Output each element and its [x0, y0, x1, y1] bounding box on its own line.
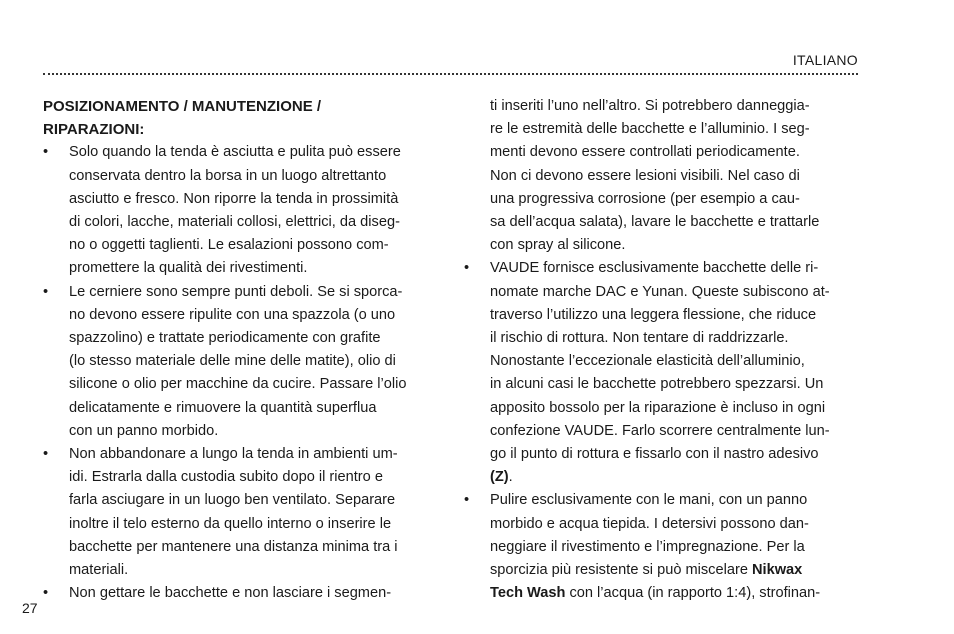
text-line: menti devono essere controllati periodicamente.: [490, 144, 800, 161]
list-item: [43, 582, 438, 605]
text-line: inoltre il telo esterno da quello interno o inserire le: [69, 515, 392, 532]
text-line: re le estremità delle bacchette e l’alluminio. I seg-: [490, 121, 810, 138]
right-column: [464, 95, 861, 605]
text-line: Nonostante l’eccezionale elasticità dell’alluminio,: [490, 353, 805, 370]
text-line: no devono essere ripulite con una spazzola (o uno: [69, 306, 396, 323]
text-line: con un panno morbido.: [69, 422, 219, 439]
list-item: [464, 257, 861, 489]
text-line: di colori, lacche, materiali collosi, elettrici, da diseg-: [69, 214, 400, 231]
text-line: in alcuni casi le bacchette potrebbero spezzarsi. Un: [490, 376, 824, 393]
text-line: go il punto di rottura e fissarlo con il nastro adesivo: [490, 446, 819, 463]
bullet-icon: •: [43, 144, 49, 161]
text-line: no o oggetti taglienti. Le esalazioni possono com-: [69, 237, 389, 254]
text-line: delicatamente e rimuovere la quantità superflua: [69, 399, 377, 416]
list-item: [464, 489, 861, 605]
text-line: confezione VAUDE. Farlo scorrere centralmente lun-: [490, 422, 830, 439]
text-line: VAUDE fornisce esclusivamente bacchette delle ri-: [490, 260, 819, 277]
text-line: apposito bossolo per la riparazione è incluso in ogni: [490, 399, 826, 416]
page-number: 27: [22, 600, 38, 616]
text-line: asciutto e fresco. Non riporre la tenda in prossimità: [69, 190, 399, 207]
product-name: Tech Wash: [490, 585, 566, 602]
text-line: [490, 559, 861, 582]
section-heading: [43, 95, 438, 141]
list-item-continuation: [464, 95, 861, 257]
text-line: neggiare il rivestimento e l’impregnazione. Per la: [490, 538, 805, 555]
text-fragment: sporcizia più resistente si può miscelare: [490, 562, 752, 579]
text-line: Non abbandonare a lungo la tenda in ambienti um-: [69, 446, 398, 463]
text-line: Non ci devono essere lesioni visibili. Nel caso di: [490, 167, 800, 184]
text-line: traverso l’utilizzo una leggera flessione, che riduce: [490, 306, 817, 323]
list-item: [43, 281, 438, 443]
product-name: Nikwax: [752, 562, 803, 579]
text-line: Non gettare le bacchette e non lasciare i segmen-: [69, 585, 392, 602]
text-line: una progressiva corrosione (per esempio a cau-: [490, 190, 800, 207]
left-column: [43, 95, 438, 605]
heading-line: RIPARAZIONI:: [43, 121, 145, 139]
text-line: Le cerniere sono sempre punti deboli. Se si sporca-: [69, 283, 403, 300]
list-item: [43, 443, 438, 582]
text-line: il rischio di rottura. Non tentare di raddrizzarle.: [490, 330, 789, 347]
bullet-icon: •: [43, 585, 49, 602]
text-line: sa dell’acqua salata), lavare le bacchette e trattarle: [490, 214, 820, 231]
text-line: idi. Estrarla dalla custodia subito dopo il rientro e: [69, 469, 383, 486]
dotted-divider: [43, 73, 858, 75]
text-line: (lo stesso materiale delle mine delle matite), olio di: [69, 353, 396, 370]
text-line: [490, 466, 861, 489]
text-line: promettere la qualità dei rivestimenti.: [69, 260, 308, 277]
bold-reference: (Z): [490, 469, 509, 486]
text-line: bacchette per mantenere una distanza minima tra i: [69, 538, 398, 555]
text-line: conservata dentro la borsa in un luogo altrettanto: [69, 167, 387, 184]
text-line: nomate marche DAC e Yunan. Queste subiscono at-: [490, 283, 830, 300]
bullet-icon: •: [464, 492, 470, 509]
text-line: morbido e acqua tiepida. I detersivi possono dan-: [490, 515, 809, 532]
text-line: silicone o olio per macchine da cucire. Passare l’olio: [69, 376, 407, 393]
text-fragment: con l’acqua (in rapporto 1:4), strofinan-: [565, 585, 821, 602]
text-fragment: .: [508, 469, 513, 486]
text-line: [490, 582, 861, 605]
text-line: ti inseriti l’uno nell’altro. Si potrebbero danneggia-: [490, 98, 810, 114]
text-line: farla asciugare in un luogo ben ventilato. Separare: [69, 492, 396, 509]
bullet-icon: •: [43, 446, 49, 463]
text-line: materiali.: [69, 562, 129, 579]
text-line: spazzolino) e trattate periodicamente con grafite: [69, 330, 381, 347]
list-item: [43, 141, 438, 280]
language-label: ITALIANO: [792, 52, 858, 68]
text-line: Solo quando la tenda è asciutta e pulita può essere: [69, 144, 401, 161]
text-line: con spray al silicone.: [490, 237, 626, 254]
bullet-icon: •: [464, 260, 470, 277]
bullet-icon: •: [43, 283, 49, 300]
text-line: Pulire esclusivamente con le mani, con un panno: [490, 492, 808, 509]
heading-line: POSIZIONAMENTO / MANUTENZIONE /: [43, 98, 322, 115]
